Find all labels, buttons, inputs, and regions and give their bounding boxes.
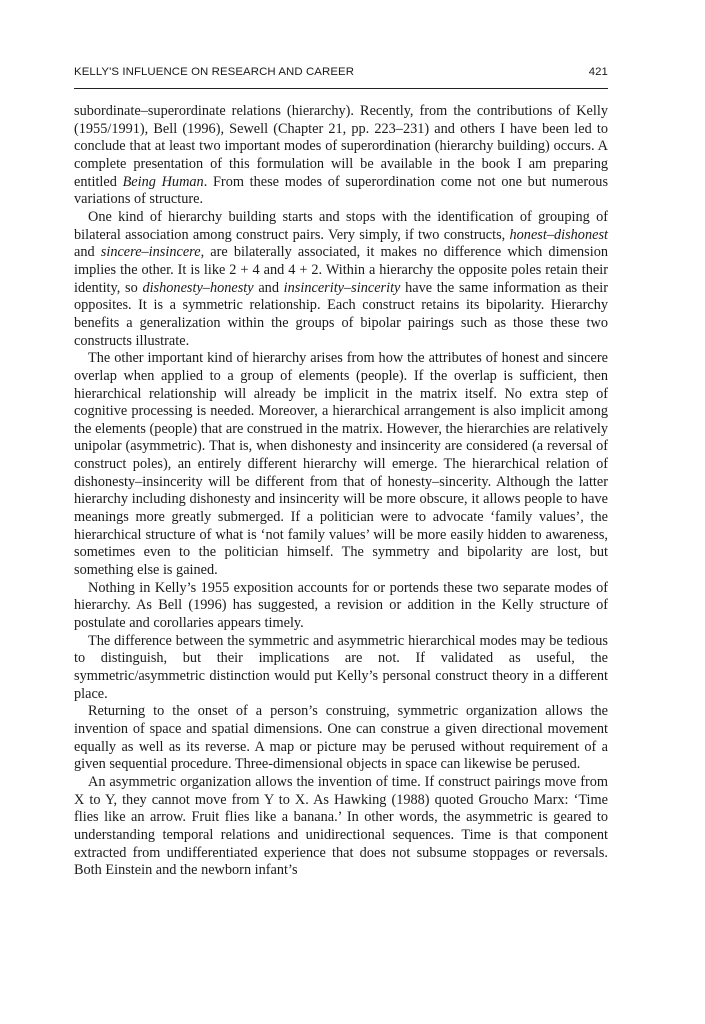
running-title: KELLY'S INFLUENCE ON RESEARCH AND CAREER — [74, 66, 355, 78]
body-text — [74, 103, 608, 880]
paragraph-2: One kind of hierarchy building starts and stops with the identification of grouping of bilateral association among construct pairs. Very simply, if two constructs, honest–dishonest and sincere–insincere, are bilaterally associated, it makes no difference which dimension implies the other. It is like 2 + 4 and 4 + 2. Within a hierarchy the opposite poles retain their identity, so dishonesty–honesty and insincerity–sincerity have the same information as their opposites. It is a symmetric relationship. Each construct retains its bipolarity. Hierarchy benefits a generalization within the groups of bipolar pairings such as those these two constructs illustrate. — [74, 208, 609, 349]
page-number: 421 — [588, 66, 608, 78]
term-honest-dishonest: honest–dishonest — [509, 226, 608, 243]
paragraph-6: Returning to the onset of a person’s construing, symmetric organization allows the invention of space and spatial dimensions. One can construe a given directional movement equally as well as its reverse. A map or picture may be perused without requirement of a given sequential procedure. Three-dimensional objects in space can likewise be perused. — [74, 703, 608, 773]
book-page — [74, 66, 608, 880]
book-title: Being Human — [122, 173, 204, 190]
term-insincerity-sincerity: insincerity–sincerity — [283, 279, 401, 296]
term-sincere-insincere: sincere–insincere — [100, 244, 201, 261]
running-header — [74, 66, 608, 89]
paragraph-3: The other important kind of hierarchy arises from how the attributes of honest and sincere overlap when applied to a group of elements (people). If the overlap is sufficient, then hierarchical relationship will already be implicit in the matrix itself. No extra step of cognitive processing is needed. Moreover, a hierarchical arrangement is also implicit among the elements (people) that are construed in the matrix. However, the hierarchies are relatively unipolar (asymmetric). That is, when dishonesty and insincerity are considered (a reversal of construct poles), an entirely different hierarchy will emerge. The hierarchical relation of dishonesty–insincerity will be different from that of honesty–sincerity. Although the latter hierarchy including dishonesty and insincerity will be more obscure, it allows people to have meanings more greatly submerged. If a politician were to advocate ‘family values’, the hierarchical structure of what is ‘not family values’ will be more easily hidden to awareness, sometimes even to the politician himself. The symmetry and bipolarity are lost, but something else is gained. — [74, 350, 608, 579]
term-dishonesty-honesty: dishonesty–honesty — [142, 279, 254, 296]
paragraph-7: An asymmetric organization allows the invention of time. If construct pairings move from X to Y, they cannot move from Y to X. As Hawking (1988) quoted Groucho Marx: ‘Time flies like an arrow. Fruit flies like a banana.’ In other words, the asymmetric is geared to understanding temporal relations and unidirectional sequences. Time is that component extracted from undifferentiated experience that does not subsume stoppages or reversals. Both Einstein and the newborn infant’s — [74, 773, 608, 879]
paragraph-4: Nothing in Kelly’s 1955 exposition accounts for or portends these two separate modes of hierarchy. As Bell (1996) has suggested, a revision or addition in the Kelly structure of postulate and corollaries appears timely. — [74, 579, 608, 632]
paragraph-5: The difference between the symmetric and asymmetric hierarchical modes may be tedious to distinguish, but their implications are not. If validated as useful, the symmetric/asymmetric distinction would put Kelly’s personal construct theory in a different place. — [74, 632, 608, 702]
paragraph-1: subordinate–superordinate relations (hierarchy). Recently, from the contributions of Kelly (1955/1991), Bell (1996), Sewell (Chapter 21, pp. 223–231) and others I have been led to conclude that at least two important modes of superordination (hierarchy building) occurs. A complete presentation of this formulation will be available in the book I am preparing entitled Being Human. From these modes of superordination come not one but numerous variations of structure. — [74, 103, 609, 208]
